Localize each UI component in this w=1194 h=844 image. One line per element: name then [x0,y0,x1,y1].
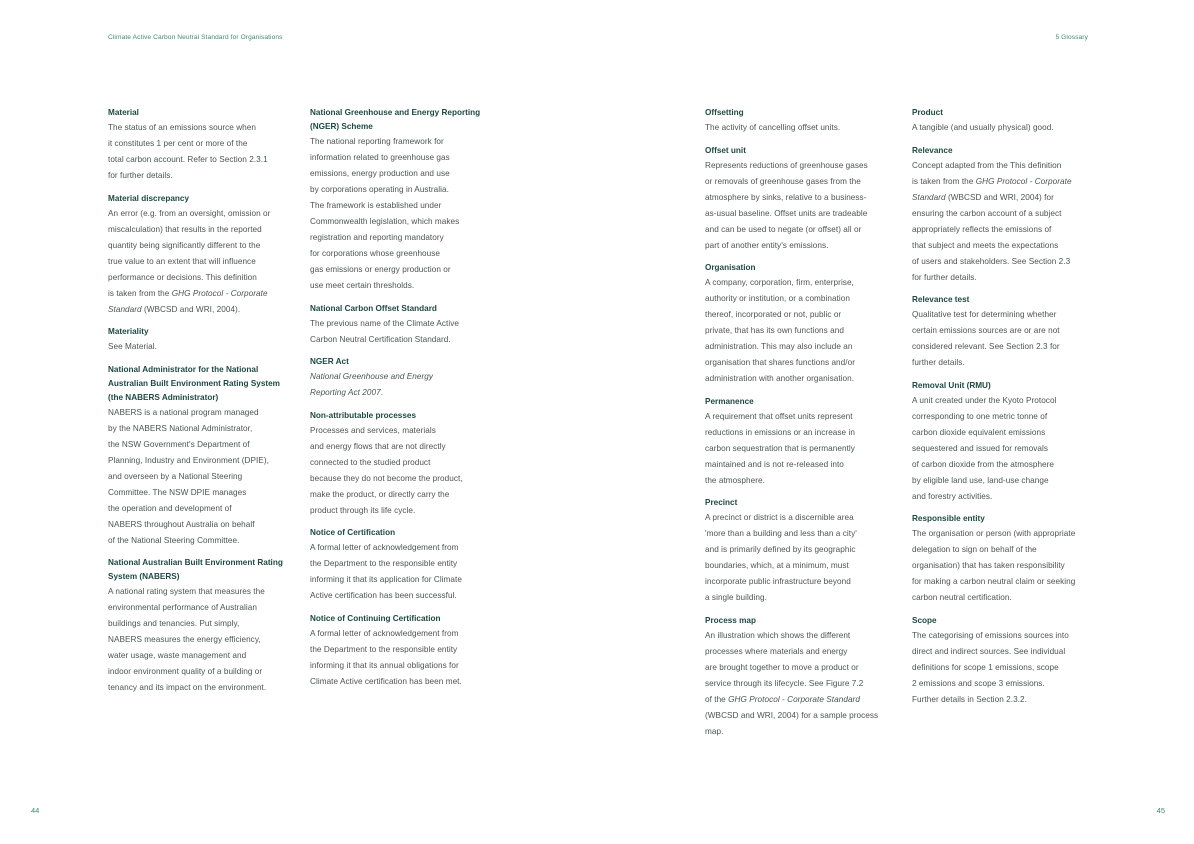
definition-line: (WBCSD and WRI, 2004) for a sample process [705,710,879,720]
definition-line: considered relevant. See Section 2.3 for [912,342,1060,352]
glossary-entry [310,612,496,690]
glossary-entry [705,496,895,606]
definition-line: is taken from the GHG Protocol - Corporate [912,176,1072,186]
glossary-entry [108,363,294,549]
definition-line: reductions in emissions or an increase in [705,427,855,437]
definition-line: The national reporting framework for [310,137,444,146]
glossary-definition [310,626,496,690]
glossary-definition [705,275,895,387]
definition-line: carbon neutral certification. [912,593,1012,603]
glossary-column-4 [912,106,1102,716]
definition-line: for corporations whose greenhouse [310,249,440,258]
glossary-term: Offsetting [705,108,744,117]
glossary-term: Responsible entity [912,514,985,524]
definition-line: as-usual baseline. Offset units are tradeable [705,208,868,218]
definition-line: of the National Steering Committee. [108,535,240,545]
glossary-definition [705,120,895,136]
glossary-definition [912,158,1102,286]
definition-line: of the GHG Protocol - Corporate Standard [705,694,860,704]
glossary-definition [108,120,294,184]
definition-line: a single building. [705,593,767,603]
glossary-definition [912,393,1102,505]
definition-line: A national rating system that measures the [108,587,265,597]
glossary-definition [705,628,895,740]
definition-line: indoor environment quality of a building or [108,667,263,677]
definition-line: for further details. [912,272,977,282]
definition-line: use meet certain thresholds. [310,281,415,290]
glossary-entry [310,355,496,401]
glossary-definition [912,526,1102,606]
glossary-definition [108,339,294,355]
definition-line: the NSW Government's Department of [108,439,250,449]
definition-line: informing it that its application for Climate [310,575,462,585]
definition-line: carbon dioxide equivalent emissions [912,427,1046,437]
glossary-term: Material discrepancy [108,193,190,203]
glossary-column-1 [108,106,294,704]
glossary-term: Process map [705,615,756,625]
definition-line: total carbon account. Refer to Section 2.3.1 [108,155,268,164]
page-number-left: 44 [31,806,40,815]
glossary-definition [705,409,895,489]
definition-line: and energy flows that are not directly [310,441,446,451]
glossary-definition [108,206,294,318]
glossary-definition [705,510,895,606]
definition-line: carbon sequestration that is permanently [705,443,855,453]
glossary-term: Permanence [705,396,754,406]
definition-line: A requirement that offset units represent [705,411,853,421]
glossary-entry [912,379,1102,505]
glossary-entry [912,106,1102,136]
definition-line: NABERS measures the energy efficiency, [108,635,261,645]
definition-line: by eligible land use, land-use change [912,475,1049,485]
definition-line: of carbon dioxide from the atmosphere [912,459,1055,469]
glossary-entry [108,106,294,184]
definition-line: for further details. [108,171,173,180]
glossary-term: Offset unit [705,145,746,155]
glossary-entry [912,293,1102,371]
definition-line: emissions, energy production and use [310,169,450,178]
definition-line: Processes and services, materials [310,425,436,435]
definition-line: information related to greenhouse gas [310,153,450,162]
definition-line: the operation and development of [108,503,232,513]
definition-line: Planning, Industry and Environment (DPIE), [108,455,269,465]
definition-line: gas emissions or energy production or [310,265,451,274]
definition-line: service through its lifecycle. See Figure 7.2 [705,678,864,688]
definition-line: appropriately reflects the emissions of [912,224,1052,234]
glossary-term: Non-attributable processes [310,410,417,420]
glossary-term: Organisation [705,263,756,273]
glossary-entry [705,106,895,136]
glossary-term: Notice of Continuing Certification [310,613,441,623]
definition-line: The activity of cancelling offset units. [705,123,841,132]
definition-line: Standard (WBCSD and WRI, 2004). [108,304,241,314]
definition-line: Carbon Neutral Certification Standard. [310,334,451,344]
definition-line: that subject and meets the expectations [912,240,1059,250]
definition-line: 'more than a building and less than a city' [705,529,857,539]
definition-line: sequestered and issued for removals [912,443,1049,453]
definition-line: true value to an extent that will influence [108,256,256,266]
glossary-term: National Administrator for the National Australian Built Environment Rating System (the NABERS Administrator) [108,364,280,402]
definition-line: map. [705,726,724,736]
definition-line: because they do not become the product, [310,473,463,483]
definition-line: See Material. [108,342,157,352]
definition-line: further details. [912,358,965,368]
definition-line: administration. This may also include an [705,342,853,352]
running-header-left: Climate Active Carbon Neutral Standard for Organisations [108,34,283,41]
glossary-term: Removal Unit (RMU) [912,380,991,390]
glossary-definition [310,540,496,604]
definition-line: it constitutes 1 per cent or more of the [108,139,248,148]
definition-line: water usage, waste management and [108,651,247,661]
definition-line: buildings and tenancies. Put simply, [108,619,240,629]
glossary-definition [310,134,496,294]
definition-line: ensuring the carbon account of a subject [912,208,1062,218]
definition-line: corresponding to one metric tonne of [912,411,1048,421]
glossary-term: Materiality [108,327,149,337]
definition-line: atmosphere by sinks, relative to a business- [705,192,867,202]
glossary-term: Relevance test [912,295,970,305]
glossary-term: Relevance [912,145,953,155]
glossary-definition [912,628,1102,708]
definition-line: by the NABERS National Administrator, [108,423,253,433]
glossary-term: Precinct [705,498,738,508]
definition-line: The framework is established under [310,201,442,210]
definition-line: for making a carbon neutral claim or seeking [912,577,1076,587]
definition-line: delegation to sign on behalf of the [912,545,1037,555]
definition-line: The organisation or person (with appropriate [912,529,1076,539]
glossary-entry [108,325,294,355]
definition-line: performance or decisions. This definition [108,272,257,282]
glossary-entry [705,261,895,387]
glossary-entry [310,409,496,519]
page-number-right: 45 [1156,806,1165,815]
definition-line: National Greenhouse and Energy [310,372,434,382]
definition-line: Further details in Section 2.3.2. [912,694,1027,704]
running-header-right: 5 Glossary [1055,34,1088,41]
glossary-term: Material [108,108,139,117]
glossary-definition [310,369,496,401]
definition-line: environmental performance of Australian [108,603,257,613]
glossary-definition [912,307,1102,371]
glossary-term: National Australian Built Environment Rating System (NABERS) [108,558,283,582]
glossary-entry [912,614,1102,708]
glossary-definition [108,584,294,696]
glossary-entry [705,144,895,254]
definition-line: quantity being significantly different to the [108,240,261,250]
definition-line: by corporations operating in Australia. [310,185,449,194]
definition-line: is taken from the GHG Protocol - Corporate [108,288,268,298]
definition-line: NABERS throughout Australia on behalf [108,519,255,529]
glossary-entry [912,144,1102,286]
definition-line: informing it that its annual obligations for [310,660,459,670]
definition-line: Standard (WBCSD and WRI, 2004) for [912,192,1054,202]
definition-line: organisation) that has taken responsibility [912,561,1065,571]
definition-line: administration with another organisation. [705,374,855,384]
glossary-entry [310,526,496,604]
definition-line: the Department to the responsible entity [310,644,458,654]
definition-line: the atmosphere. [705,475,765,485]
glossary-entry [912,512,1102,606]
definition-line: Represents reductions of greenhouse gases [705,160,868,170]
glossary-definition [310,316,496,348]
definition-line: of users and stakeholders. See Section 2.3 [912,256,1071,266]
definition-line: incorporate public infrastructure beyond [705,577,851,587]
glossary-term: National Greenhouse and Energy Reporting (NGER) Scheme [310,108,481,131]
glossary-entry [705,614,895,740]
definition-line: processes where materials and energy [705,646,848,656]
definition-line: maintained and is not re-released into [705,459,844,469]
definition-line: registration and reporting mandatory [310,233,444,242]
glossary-term: Notice of Certification [310,528,396,538]
definition-line: The previous name of the Climate Active [310,318,459,328]
definition-line: connected to the studied product [310,457,431,467]
definition-line: miscalculation) that results in the reported [108,224,262,234]
definition-line: or removals of greenhouse gases from the [705,176,861,186]
definition-line: product through its life cycle. [310,505,416,515]
definition-line: thereof, incorporated or not, public or [705,310,842,320]
definition-line: are brought together to move a product or [705,662,859,672]
definition-line: direct and indirect sources. See individual [912,646,1066,656]
definition-line: and is primarily defined by its geographic [705,545,856,555]
definition-line: An illustration which shows the different [705,630,851,640]
definition-line: Climate Active certification has been met. [310,676,462,686]
definition-line: part of another entity's emissions. [705,240,829,250]
definition-line: private, that has its own functions and [705,326,844,336]
definition-line: 2 emissions and scope 3 emissions. [912,678,1045,688]
definition-line: A formal letter of acknowledgement from [310,628,459,638]
glossary-definition [108,405,294,549]
glossary-definition [912,120,1102,136]
glossary-entry [310,106,496,294]
definition-line: NABERS is a national program managed [108,407,259,417]
definition-line: Committee. The NSW DPIE manages [108,487,247,497]
glossary-column-3 [705,106,895,748]
glossary-entry [108,556,294,696]
definition-line: boundaries, which, at a minimum, must [705,561,849,571]
glossary-term: National Carbon Offset Standard [310,303,437,313]
definition-line: A precinct or district is a discernible area [705,513,854,523]
glossary-entry [108,192,294,318]
definition-line: make the product, or directly carry the [310,489,450,499]
definition-line: authority or institution, or a combination [705,294,851,304]
definition-line: and can be used to negate (or offset) all or [705,224,862,234]
definition-line: A formal letter of acknowledgement from [310,543,459,553]
definition-line: and forestry activities. [912,491,993,501]
glossary-term: Scope [912,615,937,625]
definition-line: An error (e.g. from an oversight, omission or [108,208,271,218]
glossary-column-2 [310,106,496,698]
definition-line: A unit created under the Kyoto Protocol [912,395,1057,405]
definition-line: certain emissions sources are or are not [912,326,1060,336]
definition-line: definitions for scope 1 emissions, scope [912,662,1059,672]
definition-line: Active certification has been successful. [310,591,457,601]
glossary-entry [310,302,496,348]
definition-line: Commonwealth legislation, which makes [310,217,460,226]
definition-line: A company, corporation, firm, enterprise, [705,278,854,288]
definition-line: The categorising of emissions sources into [912,630,1069,640]
glossary-term: Product [912,108,943,117]
definition-line: and overseen by a National Steering [108,471,243,481]
definition-line: Qualitative test for determining whether [912,310,1057,320]
glossary-entry [705,395,895,489]
definition-line: The status of an emissions source when [108,123,256,132]
definition-line: A tangible (and usually physical) good. [912,123,1054,132]
definition-line: the Department to the responsible entity [310,559,458,569]
glossary-definition [705,158,895,254]
glossary-term: NGER Act [310,357,349,367]
definition-line: Reporting Act 2007. [310,388,384,398]
definition-line: tenancy and its impact on the environment. [108,683,267,693]
definition-line: organisation that shares functions and/or [705,358,855,368]
definition-line: Concept adapted from the This definition [912,160,1062,170]
glossary-definition [310,423,496,519]
